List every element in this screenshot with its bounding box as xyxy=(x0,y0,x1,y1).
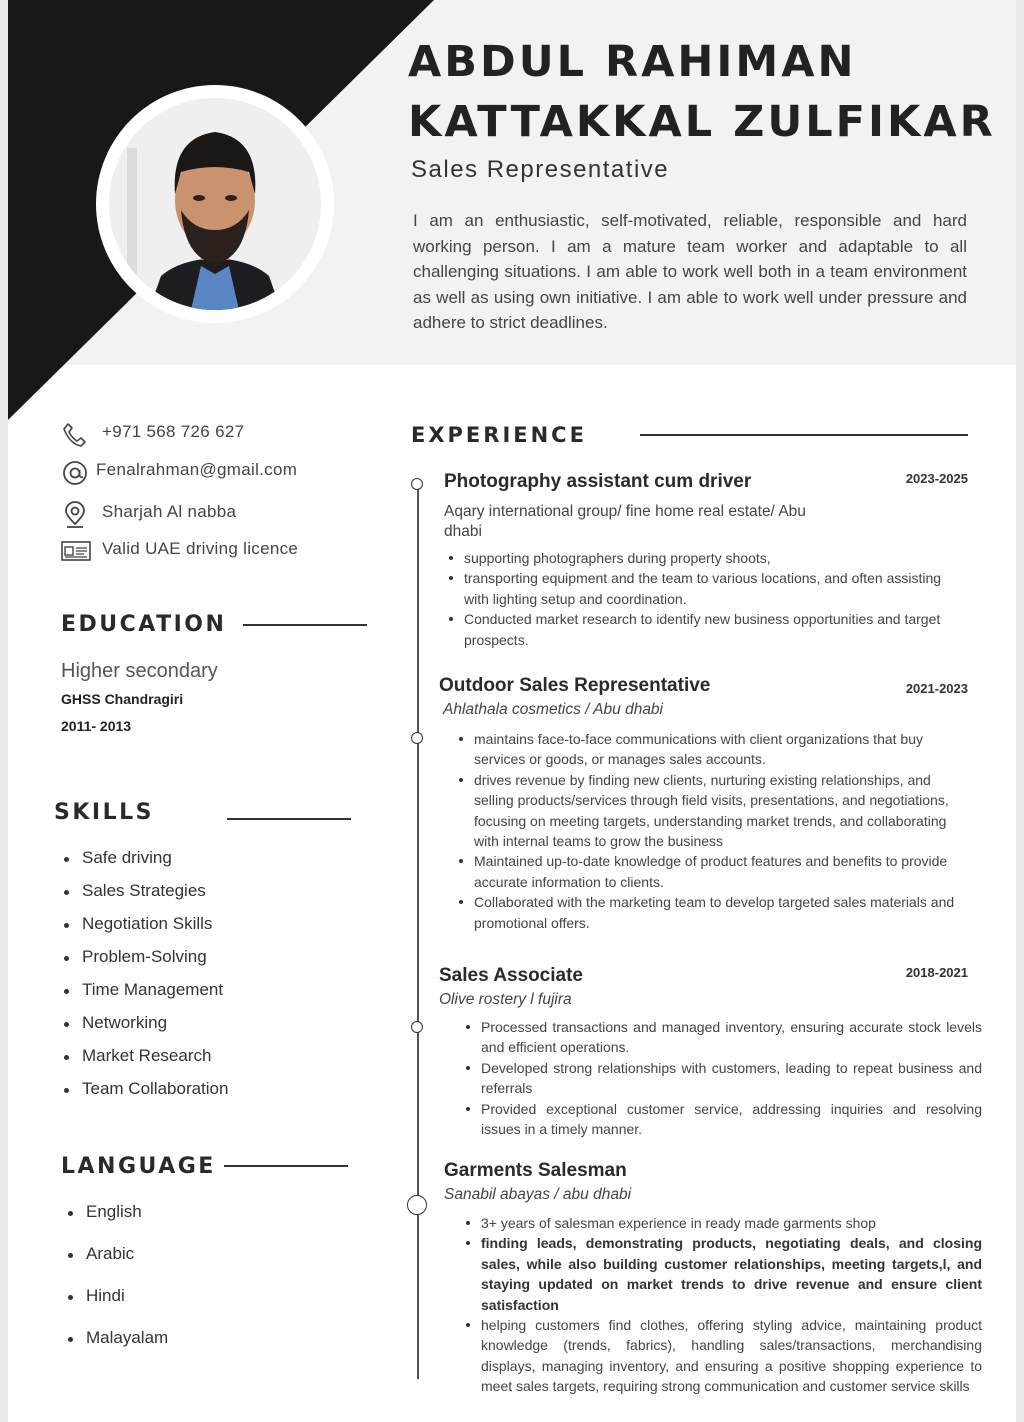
list-item: Negotiation Skills xyxy=(62,914,228,947)
list-item: Networking xyxy=(62,1013,228,1046)
experience-divider xyxy=(640,434,968,436)
language-list xyxy=(66,1202,168,1370)
list-item: Processed transactions and managed inventory, ensuring accurate stock levels and efficient operations. xyxy=(461,1017,982,1058)
list-item: Arabic xyxy=(66,1244,168,1286)
list-item: helping customers find clothes, offering styling advice, maintaining product knowledge (trends, fabrics), handling sales/transactions, merchandising displays, managing inventory, and ensuring a positive shopping experience to meet sales targets, requiring strong communication and customer service skills xyxy=(461,1315,982,1397)
phone-icon xyxy=(60,420,90,450)
language-divider xyxy=(224,1165,348,1167)
job-company: Ahlathala cosmetics / Abu dhabi xyxy=(443,701,663,718)
job-bullets xyxy=(454,729,964,933)
timeline-line xyxy=(417,484,419,1379)
job-company: Sanabil abayas / abu dhabi xyxy=(444,1186,632,1203)
list-item: Developed strong relationships with customers, leading to repeat business and referrals xyxy=(461,1058,982,1099)
list-item: Collaborated with the marketing team to develop targeted sales materials and promotional offers. xyxy=(454,892,964,933)
job-title: Garments Salesman xyxy=(444,1160,627,1181)
list-item: Team Collaboration xyxy=(62,1079,228,1112)
skills-list xyxy=(62,848,228,1112)
profile-summary: I am an enthusiastic, self-motivated, reliable, responsible and hard working person. I am a mature team worker and adaptable to all challenging situations. I am able to work well both in a team environment as well as using own initiative. I am able to work well under pressure and adhere to strict deadlines. xyxy=(413,211,967,333)
list-item: maintains face-to-face communications with client organizations that buy services or goods, or manages sales accounts. xyxy=(454,729,964,770)
job-dates: 2023-2025 xyxy=(905,471,968,486)
timeline-dot xyxy=(411,732,423,744)
list-item: transporting equipment and the team to various locations, and often assisting with lighting setup and coordination. xyxy=(444,568,964,609)
education-school: GHSS Chandragiri xyxy=(61,691,184,707)
list-item: Malayalam xyxy=(66,1328,168,1370)
skills-divider xyxy=(227,818,351,820)
list-item: supporting photographers during property shoots, xyxy=(444,548,964,568)
education-divider xyxy=(243,624,367,626)
job-company: Aqary international group/ fine home real estate/ Abu dhabi xyxy=(444,503,806,540)
language-heading: LANGUAGE xyxy=(61,1154,216,1179)
job-title: Photography assistant cum driver xyxy=(444,471,752,492)
job-company: Olive rostery l fujira xyxy=(439,991,572,1008)
id-card-icon xyxy=(60,537,92,565)
list-item: Problem-Solving xyxy=(62,947,228,980)
education-heading: EDUCATION xyxy=(61,612,227,637)
job-bullets xyxy=(444,548,964,650)
candidate-name: ABDUL RAHIMAN KATTAKKAL ZULFIKAR xyxy=(408,37,996,147)
resume-page: ABDUL RAHIMAN KATTAKKAL ZULFIKAR Sales Representative I am an enthusiastic, self-motivated, reliable, responsible and hard working person. I am a mature team worker and adaptable to all challenging situations. I am able to work well both in a team environment as well as using own initiative. I am able to work well under pressure and adhere to strict deadlines. +971 568 726 627 Fenalrahman@gmail.com Sharjah Al nabba Valid UAE driving licence EDUCATION Higher secondary GHSS Chandragiri 2011- 2013 SKILLS Safe driving Sales Strategies Negotiation Skills Problem-Solving Time Management Networking Market Research Team Collaboration LANGUAGE English Arabic Hindi Malayalam EXPERIENCE Photography assistant cum driver 2023-2025 Aqary international group/ fine home real estate/ Abu dhabi supporting photographers during property shoots, transporting equipment and the team to various locations, and often assisting with lighting setup and coordination. Conducted market research to identify new business opportunities and target prospects. Outdoor Sales Representative 2021-2023 Ahlathala cosmetics / Abu dhabi maintains face-to-face communications with client organizations that buy services or goods, or manages sales accounts. drives revenue by finding new clients, nurturing existing relationships, and selling products/services through field visits, presentations, and negotiations, focusing on meeting targets, understanding market trends, and collaborating with internal teams to grow the business Maintained up-to-date knowledge of product features and benefits to provide accurate information to clients. Collaborated with the marketing team to develop targeted sales materials and promotional offers. Sales Associate 2018-2021 Olive rostery l fujira Processed transactions and managed inventory, ensuring accurate stock levels and efficient operations. Developed strong relationships with customers, leading to repeat business and referrals Provided exceptional customer service, addressing inquiries and resolving issues in a timely manner. Garments Salesman Sanabil abayas / abu dhabi 3+ years of salesman experience in ready made garments shop finding leads, demonstrating products, negotiating deals, and closing sales, while also building customer relationships, meeting targets,l, and staying updated on market trends to drive revenue and ensure client satisfaction helping customers find clothes, offering styling advice, maintaining product knowledge (trends, fabrics), handling sales/transactions, merchandising displays, managing inventory, and ensuring a positive shopping experience to meet sales targets, requiring strong communication and customer service skills xyxy=(8,0,1016,1422)
list-item: Conducted market research to identify new business opportunities and target prospects. xyxy=(444,609,964,650)
job-bullets xyxy=(461,1213,982,1397)
list-item: Time Management xyxy=(62,980,228,1013)
location-pin-icon xyxy=(60,500,90,530)
list-item: Market Research xyxy=(62,1046,228,1079)
education-degree: Higher secondary xyxy=(61,660,218,682)
timeline-dot xyxy=(411,1021,423,1033)
job-dates: 2018-2021 xyxy=(905,965,968,980)
list-item: 3+ years of salesman experience in ready made garments shop xyxy=(461,1213,982,1233)
at-sign-icon xyxy=(60,458,90,488)
list-item: Sales Strategies xyxy=(62,881,228,914)
job-bullets xyxy=(461,1017,982,1139)
list-item: Safe driving xyxy=(62,848,228,881)
job-title: Outdoor Sales Representative xyxy=(439,675,711,696)
list-item: Provided exceptional customer service, addressing inquiries and resolving issues in a timely manner. xyxy=(461,1099,982,1140)
job-title: Sales Associate xyxy=(439,965,583,986)
list-item: Maintained up-to-date knowledge of product features and benefits to provide accurate information to clients. xyxy=(454,851,964,892)
experience-heading: EXPERIENCE xyxy=(411,423,587,447)
list-item: drives revenue by finding new clients, nurturing existing relationships, and selling products/services through field visits, presentations, and negotiations, focusing on meeting targets, understanding market trends, and collaborating with internal teams to grow the business xyxy=(454,770,964,852)
skills-heading: SKILLS xyxy=(54,800,154,825)
list-item: finding leads, demonstrating products, negotiating deals, and closing sales, while also building customer relationships, meeting targets,l, and staying updated on market trends to drive revenue and ensure client satisfaction xyxy=(461,1233,982,1315)
list-item: Hindi xyxy=(66,1286,168,1328)
list-item: English xyxy=(66,1202,168,1244)
timeline-dot xyxy=(407,1195,427,1215)
job-role: Sales Representative xyxy=(411,156,670,183)
job-dates: 2021-2023 xyxy=(905,681,968,696)
profile-photo xyxy=(109,98,321,310)
timeline-dot xyxy=(411,478,423,490)
education-years: 2011- 2013 xyxy=(61,718,132,734)
